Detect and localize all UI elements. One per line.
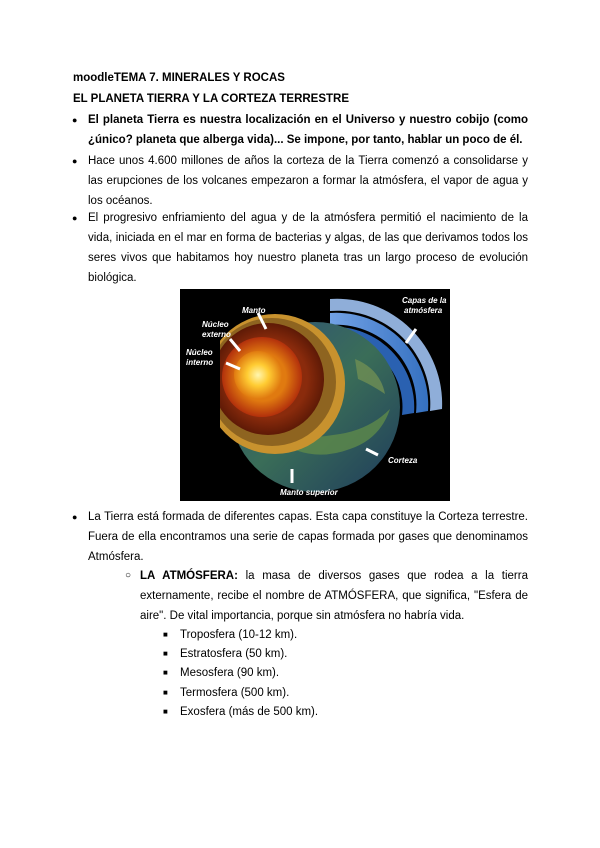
circle-bullet: ○: [125, 570, 132, 581]
earth-layers-illustration: [180, 289, 450, 501]
layer-text: Exosfera (más de 500 km).: [180, 706, 319, 718]
layer-item: [163, 644, 288, 664]
bullet-text: El planeta Tierra es nuestra localización en el Universo y nuestro cobijo (como ¿único? planeta que alberga vida)... Se impone, por tanto, hablar un poco de él.: [88, 114, 528, 146]
label-nucleo-interno: Núcleo interno: [186, 348, 214, 367]
bullet-dot: ●: [72, 512, 78, 522]
document-title: moodleTEMA 7. MINERALES Y ROCAS: [73, 72, 285, 84]
label-manto-superior: Manto superior: [280, 488, 338, 497]
label-corteza: Corteza: [388, 456, 418, 465]
layer-item: [163, 683, 290, 703]
square-bullet: ■: [163, 649, 168, 658]
inner-core-layer: [234, 351, 282, 399]
bullet-item-4: [72, 507, 528, 567]
bullet-item-2: [72, 151, 528, 211]
layer-item: [163, 663, 280, 683]
atmosfera-heading: LA ATMÓSFERA:: [140, 570, 238, 582]
bullet-text: El progresivo enfriamiento del agua y de la atmósfera permitió el nacimiento de la vida, iniciada en el mar en forma de bacterias y algas, de las que derivamos todos los seres vivos que habitamos hoy nuestro planeta tras un largo proceso de evolución biológica.: [88, 212, 528, 284]
square-bullet: ■: [163, 688, 168, 697]
label-manto: Manto: [242, 306, 266, 315]
layer-text: Mesosfera (90 km).: [180, 667, 280, 679]
bullet-item-1: [72, 110, 528, 150]
layer-text: Estratosfera (50 km).: [180, 648, 288, 660]
label-nucleo-externo: Núcleo externo: [202, 320, 231, 339]
bullet-dot: ●: [72, 213, 78, 223]
sub-bullet-atmosfera: [125, 566, 528, 626]
square-bullet: ■: [163, 668, 168, 677]
layer-item: [163, 702, 319, 722]
bullet-text: Hace unos 4.600 millones de años la corteza de la Tierra comenzó a consolidarse y las erupciones de los volcanes empezaron a formar la atmósfera, el vapor de agua y los océanos.: [88, 155, 528, 207]
bullet-dot: ●: [72, 156, 78, 166]
square-bullet: ■: [163, 707, 168, 716]
layer-item: [163, 625, 298, 645]
layer-text: Troposfera (10-12 km).: [180, 629, 298, 641]
bullet-dot: ●: [72, 115, 78, 125]
section-title: EL PLANETA TIERRA Y LA CORTEZA TERRESTRE: [73, 93, 350, 105]
label-capas-atmosfera: Capas de la atmósfera: [402, 296, 447, 315]
square-bullet: ■: [163, 630, 168, 639]
atmosfera-text: la masa de diversos gases que rodea a la tierra externamente, recibe el nombre de ATMÓSFERA, que significa, "Esfera de aire". De vital importancia, porque sin atmósfera no habría vida.: [140, 570, 528, 622]
layer-text: Termosfera (500 km).: [180, 687, 290, 699]
bullet-item-3: [72, 208, 528, 288]
earth-layers-figure: [180, 289, 450, 501]
bullet-text: La Tierra está formada de diferentes capas. Esta capa constituye la Corteza terrestre. Fuera de ella encontramos una serie de capas formada por gases que denominamos Atmósfera.: [88, 511, 528, 563]
